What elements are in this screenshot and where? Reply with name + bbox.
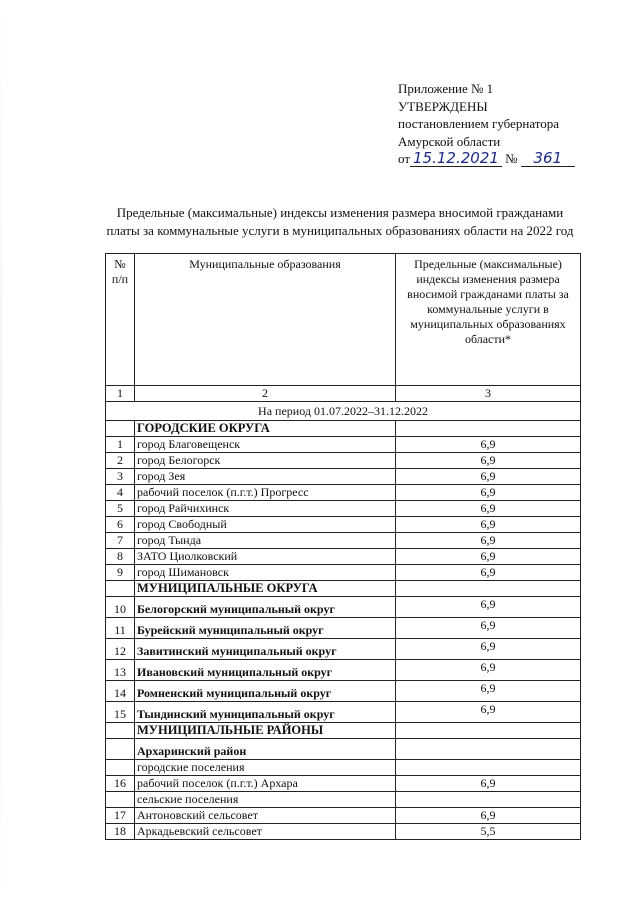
municipality-name: Аркадьевский сельсовет bbox=[135, 824, 396, 840]
table-row bbox=[106, 776, 581, 792]
municipality-name: город Благовещенск bbox=[135, 437, 396, 453]
table-row bbox=[106, 660, 581, 681]
municipality-name: город Свободный bbox=[135, 517, 396, 533]
table-row bbox=[106, 453, 581, 469]
row-number: 11 bbox=[106, 618, 135, 639]
municipality-name: Ромненский муниципальный округ bbox=[135, 681, 396, 702]
row-number: 2 bbox=[106, 453, 135, 469]
table-row bbox=[106, 681, 581, 702]
row-number: 9 bbox=[106, 565, 135, 581]
column-number-1: 1 bbox=[106, 386, 135, 402]
index-value bbox=[396, 723, 581, 739]
municipality-name: рабочий поселок (п.г.т.) Архара bbox=[135, 776, 396, 792]
index-value: 6,9 bbox=[396, 469, 581, 485]
index-value: 6,9 bbox=[396, 565, 581, 581]
municipality-name: Завитинский муниципальный округ bbox=[135, 639, 396, 660]
row-number: 1 bbox=[106, 437, 135, 453]
index-value bbox=[396, 792, 581, 808]
period-label: На период 01.07.2022–31.12.2022 bbox=[106, 402, 581, 421]
row-number: 6 bbox=[106, 517, 135, 533]
approval-block bbox=[398, 80, 575, 168]
index-value: 6,9 bbox=[396, 597, 581, 618]
municipality-name: сельские поселения bbox=[135, 792, 396, 808]
municipality-name: рабочий поселок (п.г.т.) Прогресс bbox=[135, 485, 396, 501]
table-row bbox=[106, 469, 581, 485]
index-value: 6,9 bbox=[396, 702, 581, 723]
index-value: 6,9 bbox=[396, 639, 581, 660]
table-row bbox=[106, 739, 581, 760]
index-value bbox=[396, 739, 581, 760]
index-value: 6,9 bbox=[396, 501, 581, 517]
scan-edge-shadow bbox=[0, 0, 2, 905]
index-value: 6,9 bbox=[396, 533, 581, 549]
table-row bbox=[106, 824, 581, 840]
table-row bbox=[106, 639, 581, 660]
document-title bbox=[90, 204, 590, 240]
table-row bbox=[106, 501, 581, 517]
table-row bbox=[106, 597, 581, 618]
municipality-name: Ивановский муниципальный округ bbox=[135, 660, 396, 681]
table-row bbox=[106, 618, 581, 639]
index-value: 6,9 bbox=[396, 549, 581, 565]
municipality-name: ЗАТО Циолковский bbox=[135, 549, 396, 565]
municipality-name: город Райчихинск bbox=[135, 501, 396, 517]
municipality-name: Архаринский район bbox=[135, 739, 396, 760]
index-value: 6,9 bbox=[396, 485, 581, 501]
table-row bbox=[106, 565, 581, 581]
index-value bbox=[396, 421, 581, 437]
section-row bbox=[106, 581, 581, 597]
index-value: 5,5 bbox=[396, 824, 581, 840]
row-number: 10 bbox=[106, 597, 135, 618]
decree-date-number bbox=[398, 150, 575, 168]
title-line-2: платы за коммунальные услуги в муниципальных образованиях области на 2022 год bbox=[106, 223, 574, 238]
section-title: МУНИЦИПАЛЬНЫЕ РАЙОНЫ bbox=[135, 723, 396, 739]
municipality-name: Тындинский муниципальный округ bbox=[135, 702, 396, 723]
index-table bbox=[105, 253, 581, 840]
row-number: 12 bbox=[106, 639, 135, 660]
table-row bbox=[106, 702, 581, 723]
row-number: 15 bbox=[106, 702, 135, 723]
row-number: 13 bbox=[106, 660, 135, 681]
municipality-name: Белогорский муниципальный округ bbox=[135, 597, 396, 618]
table-row bbox=[106, 517, 581, 533]
row-number bbox=[106, 723, 135, 739]
column-number-3: 3 bbox=[396, 386, 581, 402]
appendix-label: Приложение № 1 bbox=[398, 81, 494, 96]
approved-label: УТВЕРЖДЕНЫ bbox=[398, 98, 488, 114]
table-row bbox=[106, 533, 581, 549]
decree-label: постановлением губернатора bbox=[398, 116, 560, 131]
row-number: 4 bbox=[106, 485, 135, 501]
section-title: ГОРОДСКИЕ ОКРУГА bbox=[135, 421, 396, 437]
period-row bbox=[106, 402, 581, 421]
date-prefix: от bbox=[398, 151, 411, 166]
row-number: 8 bbox=[106, 549, 135, 565]
municipality-name: город Тында bbox=[135, 533, 396, 549]
index-value bbox=[396, 581, 581, 597]
index-value: 6,9 bbox=[396, 681, 581, 702]
header-municipality: Муниципальные образования bbox=[135, 254, 396, 386]
index-value bbox=[396, 760, 581, 776]
index-value: 6,9 bbox=[396, 437, 581, 453]
table-row bbox=[106, 437, 581, 453]
index-value: 6,9 bbox=[396, 517, 581, 533]
handwritten-number: 361 bbox=[521, 151, 575, 167]
index-value: 6,9 bbox=[396, 776, 581, 792]
number-prefix: № bbox=[505, 151, 518, 166]
row-number bbox=[106, 581, 135, 597]
index-value: 6,9 bbox=[396, 660, 581, 681]
municipality-name: Бурейский муниципальный округ bbox=[135, 618, 396, 639]
row-number bbox=[106, 760, 135, 776]
column-number-2: 2 bbox=[135, 386, 396, 402]
section-row bbox=[106, 723, 581, 739]
index-value: 6,9 bbox=[396, 618, 581, 639]
index-value: 6,9 bbox=[396, 453, 581, 469]
header-number: № п/п bbox=[106, 254, 135, 386]
row-number bbox=[106, 739, 135, 760]
municipality-name: городские поселения bbox=[135, 760, 396, 776]
row-number bbox=[106, 421, 135, 437]
table-header-row bbox=[106, 254, 581, 386]
table-row bbox=[106, 808, 581, 824]
municipality-name: город Шимановск bbox=[135, 565, 396, 581]
row-number: 7 bbox=[106, 533, 135, 549]
row-number: 5 bbox=[106, 501, 135, 517]
row-number: 3 bbox=[106, 469, 135, 485]
row-number: 16 bbox=[106, 776, 135, 792]
row-number: 17 bbox=[106, 808, 135, 824]
header-index: Предельные (максимальные) индексы изменения размера вносимой гражданами платы за коммунальные услуги в муниципальных образованиях области* bbox=[396, 254, 581, 386]
section-title: МУНИЦИПАЛЬНЫЕ ОКРУГА bbox=[135, 581, 396, 597]
section-row bbox=[106, 421, 581, 437]
column-numbers-row bbox=[106, 386, 581, 402]
table-row bbox=[106, 760, 581, 776]
table-row bbox=[106, 485, 581, 501]
handwritten-date: 15.12.2021 bbox=[410, 151, 502, 167]
municipality-name: Антоновский сельсовет bbox=[135, 808, 396, 824]
title-line-1: Предельные (максимальные) индексы изменения размера вносимой гражданами bbox=[116, 205, 564, 220]
municipality-name: город Белогорск bbox=[135, 453, 396, 469]
table-row bbox=[106, 792, 581, 808]
table-row bbox=[106, 549, 581, 565]
region-label: Амурской области bbox=[398, 133, 501, 149]
row-number: 18 bbox=[106, 824, 135, 840]
row-number bbox=[106, 792, 135, 808]
municipality-name: город Зея bbox=[135, 469, 396, 485]
row-number: 14 bbox=[106, 681, 135, 702]
index-value: 6,9 bbox=[396, 808, 581, 824]
